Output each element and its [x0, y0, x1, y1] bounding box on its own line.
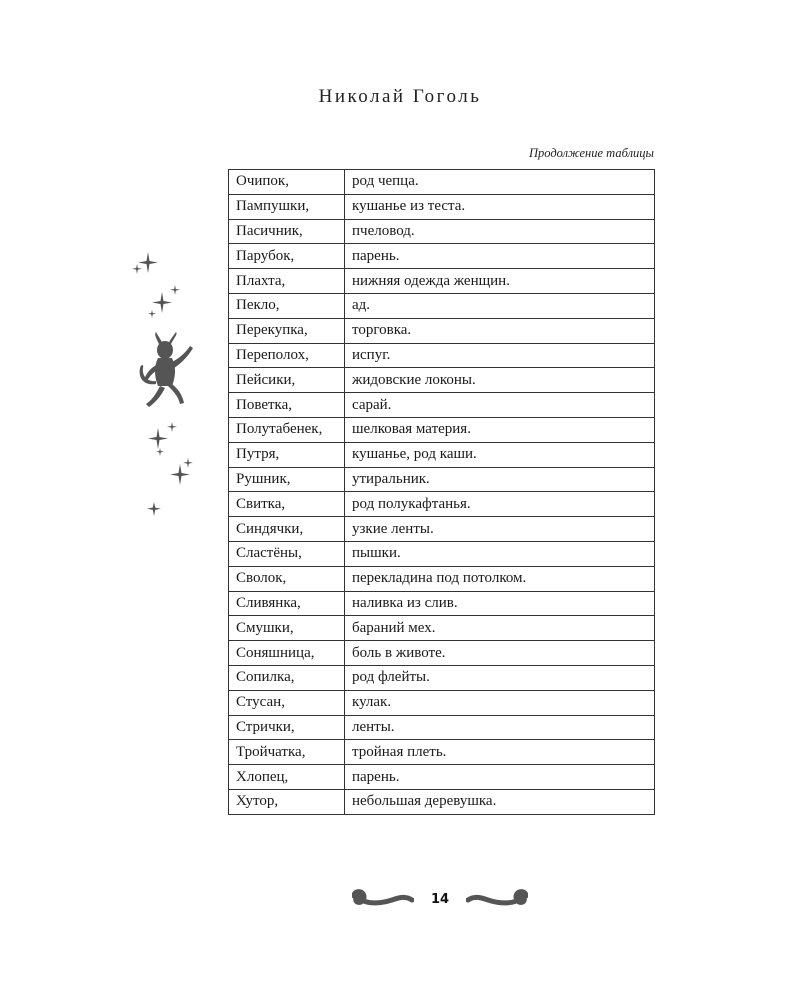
term-cell: Свитка,	[229, 492, 345, 517]
table-row	[229, 715, 655, 740]
table-row	[229, 170, 655, 195]
table-row	[229, 467, 655, 492]
term-cell: Сливянка,	[229, 591, 345, 616]
table-continuation-label: Продолжение таблицы	[528, 146, 654, 160]
table-row	[229, 566, 655, 591]
definition-cell: тройная плеть.	[345, 740, 655, 765]
table-row	[229, 665, 655, 690]
term-cell: Переполох,	[229, 343, 345, 368]
table-row	[229, 318, 655, 343]
term-cell: Пейсики,	[229, 368, 345, 393]
term-cell: Пампушки,	[229, 194, 345, 219]
table-row	[229, 492, 655, 517]
left-flourish-icon	[352, 888, 414, 912]
table-row	[229, 765, 655, 790]
table-row	[229, 789, 655, 814]
definition-cell: бараний мех.	[345, 616, 655, 641]
term-cell: Сволок,	[229, 566, 345, 591]
definition-cell: торговка.	[345, 318, 655, 343]
term-cell: Стрички,	[229, 715, 345, 740]
definition-cell: узкие ленты.	[345, 517, 655, 542]
table-row	[229, 690, 655, 715]
definition-cell: ад.	[345, 293, 655, 318]
definition-cell: боль в животе.	[345, 641, 655, 666]
term-cell: Хутор,	[229, 789, 345, 814]
term-cell: Парубок,	[229, 244, 345, 269]
term-cell: Сластёны,	[229, 541, 345, 566]
right-flourish-icon	[466, 888, 528, 912]
table-row	[229, 442, 655, 467]
definition-cell: кушанье, род каши.	[345, 442, 655, 467]
table-row	[229, 417, 655, 442]
definition-cell: род полукафтанья.	[345, 492, 655, 517]
table-row	[229, 591, 655, 616]
definition-cell: перекладина под потолком.	[345, 566, 655, 591]
table-row	[229, 517, 655, 542]
table-row	[229, 393, 655, 418]
term-cell: Плахта,	[229, 269, 345, 294]
table-row	[229, 641, 655, 666]
definition-cell: испуг.	[345, 343, 655, 368]
page-number: 14	[430, 892, 450, 907]
term-cell: Очипок,	[229, 170, 345, 195]
table-row	[229, 616, 655, 641]
term-cell: Путря,	[229, 442, 345, 467]
definition-cell: кулак.	[345, 690, 655, 715]
devil-with-sparkles-icon	[128, 252, 203, 522]
table-row	[229, 541, 655, 566]
table-row	[229, 269, 655, 294]
term-cell: Перекупка,	[229, 318, 345, 343]
table-row	[229, 194, 655, 219]
definition-cell: утиральник.	[345, 467, 655, 492]
definition-cell: небольшая деревушка.	[345, 789, 655, 814]
term-cell: Синдячки,	[229, 517, 345, 542]
definition-cell: ленты.	[345, 715, 655, 740]
term-cell: Полутабенек,	[229, 417, 345, 442]
glossary-table-body	[229, 170, 655, 815]
definition-cell: жидовские локоны.	[345, 368, 655, 393]
definition-cell: род чепца.	[345, 170, 655, 195]
term-cell: Рушник,	[229, 467, 345, 492]
definition-cell: шелковая материя.	[345, 417, 655, 442]
term-cell: Поветка,	[229, 393, 345, 418]
table-row	[229, 244, 655, 269]
term-cell: Хлопец,	[229, 765, 345, 790]
term-cell: Соняшница,	[229, 641, 345, 666]
definition-cell: парень.	[345, 244, 655, 269]
table-row	[229, 740, 655, 765]
table-row	[229, 219, 655, 244]
term-cell: Смушки,	[229, 616, 345, 641]
definition-cell: род флейты.	[345, 665, 655, 690]
definition-cell: кушанье из теста.	[345, 194, 655, 219]
definition-cell: нижняя одежда женщин.	[345, 269, 655, 294]
term-cell: Тройчатка,	[229, 740, 345, 765]
term-cell: Пекло,	[229, 293, 345, 318]
table-row	[229, 368, 655, 393]
term-cell: Стусан,	[229, 690, 345, 715]
definition-cell: сарай.	[345, 393, 655, 418]
definition-cell: пчеловод.	[345, 219, 655, 244]
definition-cell: парень.	[345, 765, 655, 790]
term-cell: Пасичник,	[229, 219, 345, 244]
glossary-table	[228, 169, 655, 815]
running-head-author: Николай Гоголь	[318, 86, 482, 107]
table-row	[229, 343, 655, 368]
page-footer	[0, 884, 800, 920]
term-cell: Сопилка,	[229, 665, 345, 690]
table-row	[229, 293, 655, 318]
definition-cell: пышки.	[345, 541, 655, 566]
definition-cell: наливка из слив.	[345, 591, 655, 616]
